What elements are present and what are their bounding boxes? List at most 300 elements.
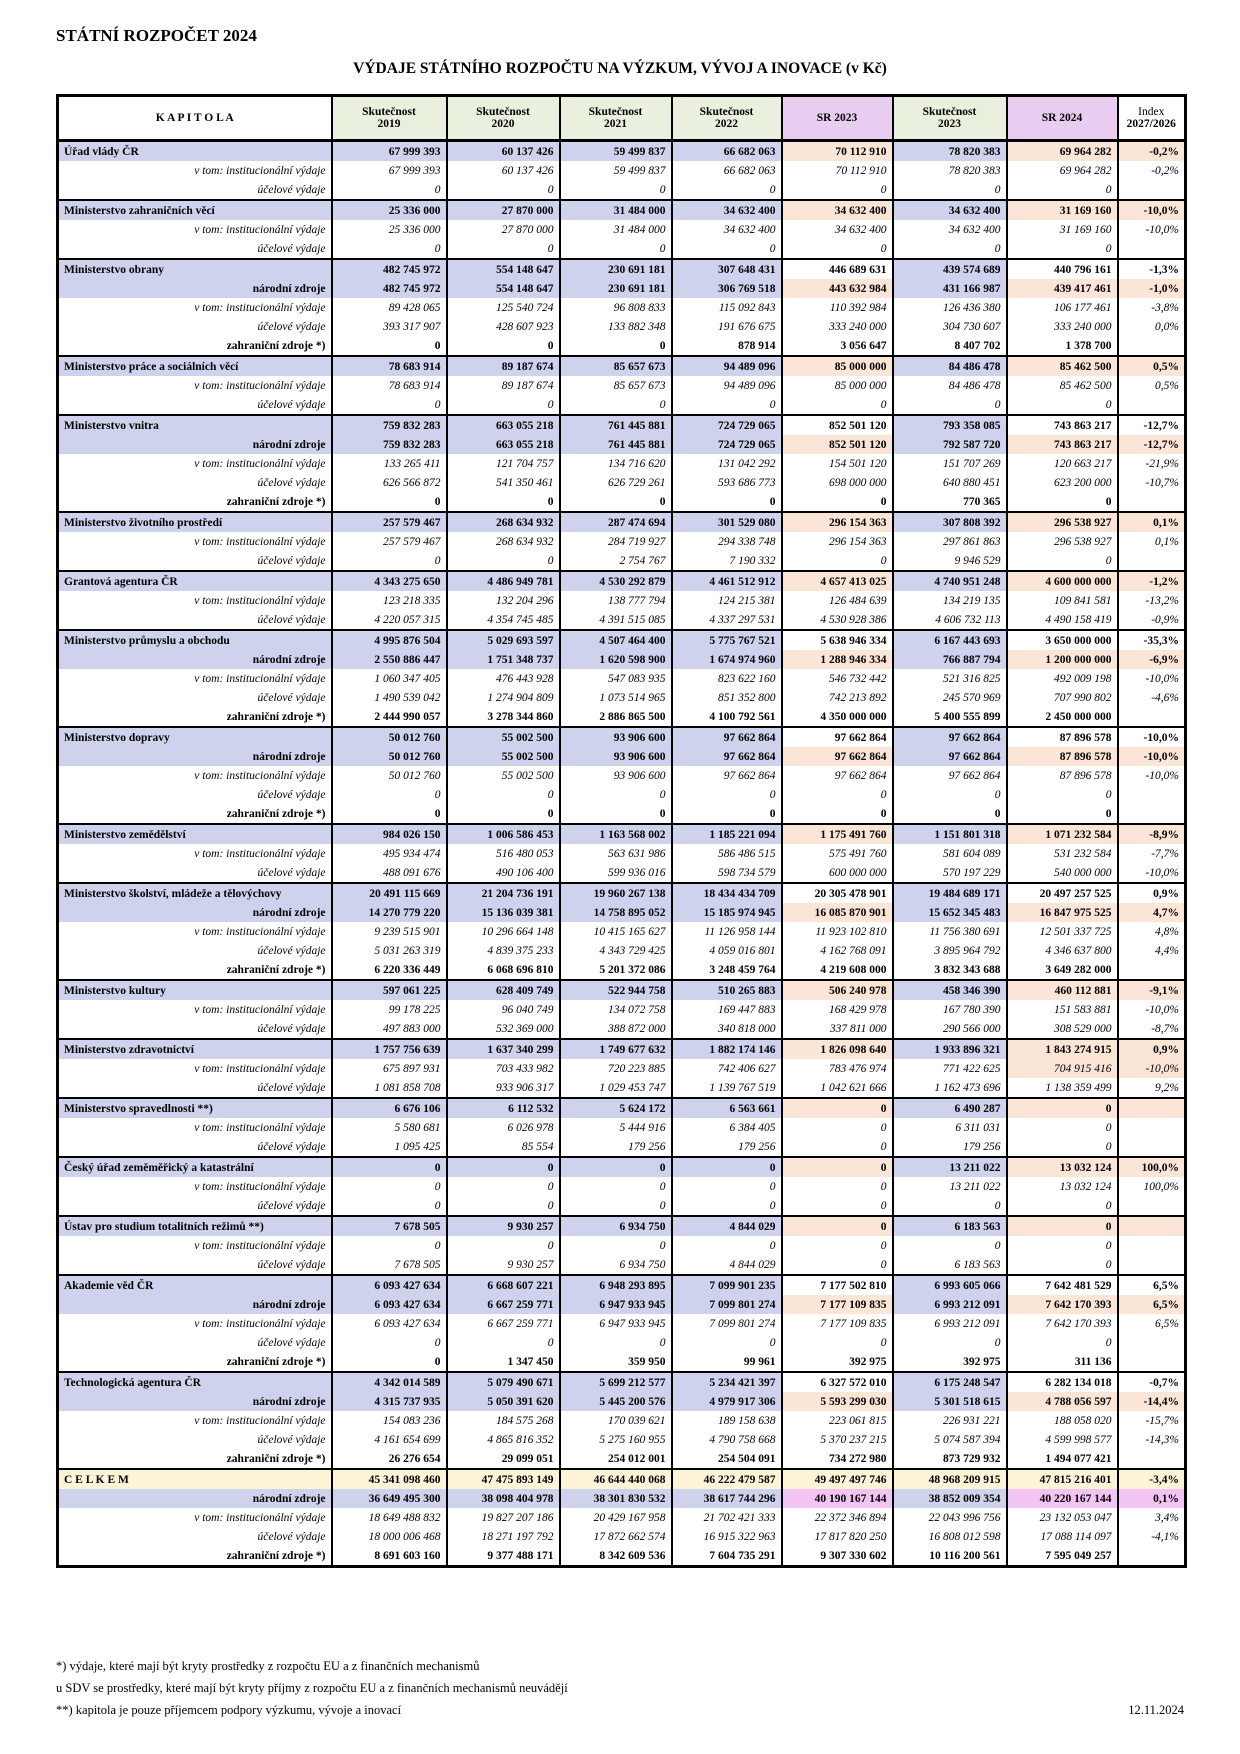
table-row	[58, 980, 1186, 1000]
index-cell: -9,1%	[1118, 980, 1186, 1000]
value-cell: 4 100 792 561	[672, 707, 782, 727]
column-header	[332, 96, 447, 141]
value-cell: 20 305 478 901	[782, 883, 893, 903]
table-row	[58, 551, 1186, 571]
value-cell: 34 632 400	[893, 200, 1007, 220]
row-label: Ministerstvo zemědělství	[58, 824, 332, 844]
value-cell: 0	[447, 1196, 560, 1216]
value-cell: 94 489 096	[672, 356, 782, 376]
value-cell: 6 026 978	[447, 1118, 560, 1137]
index-cell: -13,2%	[1118, 591, 1186, 610]
value-cell: 6 183 563	[893, 1216, 1007, 1236]
value-cell: 3 649 282 000	[1007, 960, 1118, 980]
index-cell	[1118, 1137, 1186, 1157]
value-cell: 720 223 885	[560, 1059, 672, 1078]
value-cell: 48 968 209 915	[893, 1469, 1007, 1489]
table-row	[58, 1196, 1186, 1216]
value-cell: 663 055 218	[447, 415, 560, 435]
index-cell	[1118, 1546, 1186, 1567]
row-label: národní zdroje	[58, 435, 332, 454]
column-header-year: 2023	[938, 118, 961, 130]
index-cell: 6,5%	[1118, 1275, 1186, 1295]
index-cell: -0,2%	[1118, 161, 1186, 180]
value-cell: 5 201 372 086	[560, 960, 672, 980]
value-cell: 55 002 500	[447, 747, 560, 766]
value-cell: 4 790 758 668	[672, 1430, 782, 1449]
value-cell: 84 486 478	[893, 356, 1007, 376]
value-cell: 554 148 647	[447, 259, 560, 279]
row-label: účelové výdaje	[58, 1527, 332, 1546]
value-cell: 2 444 990 057	[332, 707, 447, 727]
value-cell: 771 422 625	[893, 1059, 1007, 1078]
row-label: národní zdroje	[58, 279, 332, 298]
value-cell: 60 137 426	[447, 161, 560, 180]
index-cell	[1118, 1196, 1186, 1216]
value-cell: 307 648 431	[672, 259, 782, 279]
value-cell: 1 490 539 042	[332, 688, 447, 707]
value-cell: 96 040 749	[447, 1000, 560, 1019]
index-cell: -1,0%	[1118, 279, 1186, 298]
value-cell: 0	[1007, 1098, 1118, 1118]
row-label: v tom: institucionální výdaje	[58, 298, 332, 317]
value-cell: 97 662 864	[672, 747, 782, 766]
row-label: účelové výdaje	[58, 610, 332, 630]
index-cell: 0,1%	[1118, 1489, 1186, 1508]
row-label: v tom: institucionální výdaje	[58, 532, 332, 551]
value-cell: 599 936 016	[560, 863, 672, 883]
value-cell: 20 429 167 958	[560, 1508, 672, 1527]
value-cell: 16 808 012 598	[893, 1527, 1007, 1546]
value-cell: 16 847 975 525	[1007, 903, 1118, 922]
value-cell: 0	[893, 180, 1007, 200]
value-cell: 337 811 000	[782, 1019, 893, 1039]
value-cell: 49 497 497 746	[782, 1469, 893, 1489]
index-cell: 4,8%	[1118, 922, 1186, 941]
value-cell: 257 579 467	[332, 512, 447, 532]
value-cell: 0	[1007, 1255, 1118, 1275]
value-cell: 16 085 870 901	[782, 903, 893, 922]
value-cell: 458 346 390	[893, 980, 1007, 1000]
value-cell: 23 132 053 047	[1007, 1508, 1118, 1527]
index-cell: 0,5%	[1118, 376, 1186, 395]
index-cell: 6,5%	[1118, 1314, 1186, 1333]
row-label: účelové výdaje	[58, 551, 332, 571]
value-cell: 34 632 400	[672, 200, 782, 220]
value-cell: 85 657 673	[560, 376, 672, 395]
value-cell: 38 617 744 296	[672, 1489, 782, 1508]
index-cell: -10,0%	[1118, 1000, 1186, 1019]
index-cell: 0,5%	[1118, 356, 1186, 376]
value-cell: 0	[447, 395, 560, 415]
value-cell: 31 169 160	[1007, 220, 1118, 239]
value-cell: 431 166 987	[893, 279, 1007, 298]
row-label: v tom: institucionální výdaje	[58, 1314, 332, 1333]
value-cell: 25 336 000	[332, 220, 447, 239]
row-label: Ministerstvo zahraničních věcí	[58, 200, 332, 220]
value-cell: 4 346 637 800	[1007, 941, 1118, 960]
value-cell: 852 501 120	[782, 435, 893, 454]
value-cell: 296 538 927	[1007, 532, 1118, 551]
table-row	[58, 1449, 1186, 1469]
value-cell: 296 538 927	[1007, 512, 1118, 532]
value-cell: 4 599 998 577	[1007, 1430, 1118, 1449]
index-cell	[1118, 785, 1186, 804]
row-label: Ministerstvo vnitra	[58, 415, 332, 435]
table-row	[58, 435, 1186, 454]
value-cell: 0	[447, 551, 560, 571]
index-cell: 4,7%	[1118, 903, 1186, 922]
value-cell: 6 947 933 945	[560, 1295, 672, 1314]
index-cell: -15,7%	[1118, 1411, 1186, 1430]
value-cell: 304 730 607	[893, 317, 1007, 336]
value-cell: 179 256	[560, 1137, 672, 1157]
value-cell: 25 336 000	[332, 200, 447, 220]
index-cell: 100,0%	[1118, 1157, 1186, 1177]
value-cell: 0	[447, 1157, 560, 1177]
value-cell: 6 175 248 547	[893, 1372, 1007, 1392]
value-cell: 446 689 631	[782, 259, 893, 279]
value-cell: 5 370 237 215	[782, 1430, 893, 1449]
footnote-2: u SDV se prostředky, které mají být kryty příjmy z rozpočtu EU a z finančních mechanismů neuvádějí	[56, 1680, 568, 1695]
value-cell: 388 872 000	[560, 1019, 672, 1039]
table-row	[58, 1392, 1186, 1411]
value-cell: 0	[782, 180, 893, 200]
value-cell: 93 906 600	[560, 766, 672, 785]
value-cell: 0	[782, 395, 893, 415]
value-cell: 8 407 702	[893, 336, 1007, 356]
value-cell: 4 391 515 085	[560, 610, 672, 630]
value-cell: 0	[560, 804, 672, 824]
value-cell: 287 474 694	[560, 512, 672, 532]
value-cell: 0	[560, 1196, 672, 1216]
value-cell: 10 296 664 148	[447, 922, 560, 941]
value-cell: 0	[782, 1196, 893, 1216]
index-cell: -6,9%	[1118, 650, 1186, 669]
row-label: účelové výdaje	[58, 1430, 332, 1449]
value-cell: 570 197 229	[893, 863, 1007, 883]
value-cell: 1 071 232 584	[1007, 824, 1118, 844]
value-cell: 597 061 225	[332, 980, 447, 1000]
value-cell: 4 865 816 352	[447, 1430, 560, 1449]
value-cell: 707 990 802	[1007, 688, 1118, 707]
value-cell: 7 177 109 835	[782, 1314, 893, 1333]
value-cell: 6 947 933 945	[560, 1314, 672, 1333]
value-cell: 55 002 500	[447, 727, 560, 747]
row-label: zahraniční zdroje *)	[58, 960, 332, 980]
row-label: zahraniční zdroje *)	[58, 492, 332, 512]
value-cell: 6 563 661	[672, 1098, 782, 1118]
table-row	[58, 610, 1186, 630]
value-cell: 0	[447, 336, 560, 356]
value-cell: 8 691 603 160	[332, 1546, 447, 1567]
index-cell: 9,2%	[1118, 1078, 1186, 1098]
index-cell: -3,4%	[1118, 1469, 1186, 1489]
value-cell: 7 177 109 835	[782, 1295, 893, 1314]
value-cell: 6 183 563	[893, 1255, 1007, 1275]
value-cell: 5 050 391 620	[447, 1392, 560, 1411]
index-cell	[1118, 1098, 1186, 1118]
value-cell: 0	[560, 1236, 672, 1255]
row-label: v tom: institucionální výdaje	[58, 454, 332, 473]
value-cell: 4 343 275 650	[332, 571, 447, 591]
value-cell: 476 443 928	[447, 669, 560, 688]
value-cell: 15 136 039 381	[447, 903, 560, 922]
value-cell: 66 682 063	[672, 161, 782, 180]
table-row	[58, 1546, 1186, 1567]
value-cell: 6 327 572 010	[782, 1372, 893, 1392]
value-cell: 184 575 268	[447, 1411, 560, 1430]
value-cell: 38 852 009 354	[893, 1489, 1007, 1508]
table-row	[58, 903, 1186, 922]
value-cell: 5 699 212 577	[560, 1372, 672, 1392]
value-cell: 6 993 605 066	[893, 1275, 1007, 1295]
value-cell: 340 818 000	[672, 1019, 782, 1039]
value-cell: 189 158 638	[672, 1411, 782, 1430]
value-cell: 0	[672, 804, 782, 824]
row-label: účelové výdaje	[58, 785, 332, 804]
value-cell: 600 000 000	[782, 863, 893, 883]
row-label: účelové výdaje	[58, 473, 332, 492]
index-cell: -7,7%	[1118, 844, 1186, 863]
value-cell: 245 570 969	[893, 688, 1007, 707]
value-cell: 5 400 555 899	[893, 707, 1007, 727]
value-cell: 0	[447, 1177, 560, 1196]
row-label: zahraniční zdroje *)	[58, 336, 332, 356]
value-cell: 67 999 393	[332, 161, 447, 180]
column-header-label: SR 2023	[816, 112, 858, 124]
value-cell: 443 632 984	[782, 279, 893, 298]
value-cell: 0	[672, 180, 782, 200]
value-cell: 1 288 946 334	[782, 650, 893, 669]
value-cell: 593 686 773	[672, 473, 782, 492]
value-cell: 440 796 161	[1007, 259, 1118, 279]
value-cell: 6 220 336 449	[332, 960, 447, 980]
column-header-year: 2021	[604, 118, 627, 130]
value-cell: 226 931 221	[893, 1411, 1007, 1430]
value-cell: 296 154 363	[782, 532, 893, 551]
value-cell: 89 428 065	[332, 298, 447, 317]
value-cell: 5 234 421 397	[672, 1372, 782, 1392]
table-row	[58, 824, 1186, 844]
value-cell: 0	[782, 1157, 893, 1177]
table-row	[58, 1019, 1186, 1039]
table-row	[58, 1078, 1186, 1098]
value-cell: 873 729 932	[893, 1449, 1007, 1469]
value-cell: 5 775 767 521	[672, 630, 782, 650]
row-label: účelové výdaje	[58, 1137, 332, 1157]
row-label: v tom: institucionální výdaje	[58, 1411, 332, 1430]
row-label: Akademie věd ČR	[58, 1275, 332, 1295]
value-cell: 97 662 864	[782, 766, 893, 785]
value-cell: 40 220 167 144	[1007, 1489, 1118, 1508]
value-cell: 87 896 578	[1007, 766, 1118, 785]
row-label: zahraniční zdroje *)	[58, 1352, 332, 1372]
value-cell: 3 832 343 688	[893, 960, 1007, 980]
value-cell: 268 634 932	[447, 512, 560, 532]
budget-table	[56, 94, 1187, 1568]
value-cell: 1 081 858 708	[332, 1078, 447, 1098]
value-cell: 89 187 674	[447, 356, 560, 376]
index-cell: -0,9%	[1118, 610, 1186, 630]
footnotes	[56, 1656, 1184, 1722]
table-row	[58, 844, 1186, 863]
value-cell: 6 093 427 634	[332, 1314, 447, 1333]
table-row	[58, 317, 1186, 336]
value-cell: 1 843 274 915	[1007, 1039, 1118, 1059]
value-cell: 0	[782, 804, 893, 824]
value-cell: 4 162 768 091	[782, 941, 893, 960]
value-cell: 6 993 212 091	[893, 1295, 1007, 1314]
row-label: Ministerstvo dopravy	[58, 727, 332, 747]
value-cell: 0	[332, 785, 447, 804]
column-header	[893, 96, 1007, 141]
value-cell: 439 574 689	[893, 259, 1007, 279]
value-cell: 6 667 259 771	[447, 1314, 560, 1333]
value-cell: 133 882 348	[560, 317, 672, 336]
value-cell: 0	[447, 239, 560, 259]
value-cell: 0	[332, 1196, 447, 1216]
value-cell: 19 484 689 171	[893, 883, 1007, 903]
value-cell: 3 278 344 860	[447, 707, 560, 727]
column-header-year: 2020	[491, 118, 515, 130]
value-cell: 18 271 197 792	[447, 1527, 560, 1546]
row-label: v tom: institucionální výdaje	[58, 766, 332, 785]
value-cell: 13 032 124	[1007, 1157, 1118, 1177]
column-header-label: SR 2024	[1041, 112, 1083, 124]
value-cell: 5 593 299 030	[782, 1392, 893, 1411]
value-cell: 0	[560, 785, 672, 804]
value-cell: 18 649 488 832	[332, 1508, 447, 1527]
value-cell: 0	[560, 492, 672, 512]
value-cell: 0	[332, 804, 447, 824]
value-cell: 575 491 760	[782, 844, 893, 863]
row-label: účelové výdaje	[58, 239, 332, 259]
value-cell: 21 702 421 333	[672, 1508, 782, 1527]
value-cell: 0	[782, 239, 893, 259]
table-row	[58, 1039, 1186, 1059]
value-cell: 933 906 317	[447, 1078, 560, 1098]
value-cell: 5 275 160 955	[560, 1430, 672, 1449]
table-row	[58, 298, 1186, 317]
value-cell: 675 897 931	[332, 1059, 447, 1078]
row-label: účelové výdaje	[58, 863, 332, 883]
value-cell: 7 678 505	[332, 1255, 447, 1275]
value-cell: 1 757 756 639	[332, 1039, 447, 1059]
column-header	[560, 96, 672, 141]
value-cell: 4 219 608 000	[782, 960, 893, 980]
table-row	[58, 376, 1186, 395]
value-cell: 0	[672, 492, 782, 512]
value-cell: 191 676 675	[672, 317, 782, 336]
table-row	[58, 220, 1186, 239]
row-label: Úřad vlády ČR	[58, 141, 332, 162]
value-cell: 742 213 892	[782, 688, 893, 707]
value-cell: 531 232 584	[1007, 844, 1118, 863]
value-cell: 490 106 400	[447, 863, 560, 883]
value-cell: 131 042 292	[672, 454, 782, 473]
value-cell: 7 190 332	[672, 551, 782, 571]
table-row	[58, 492, 1186, 512]
value-cell: 1 494 077 421	[1007, 1449, 1118, 1469]
value-cell: 852 501 120	[782, 415, 893, 435]
column-header-year: 2027/2026	[1126, 118, 1176, 130]
value-cell: 1 751 348 737	[447, 650, 560, 669]
row-label: účelové výdaje	[58, 688, 332, 707]
value-cell: 586 486 515	[672, 844, 782, 863]
table-row	[58, 279, 1186, 298]
value-cell: 623 200 000	[1007, 473, 1118, 492]
index-cell	[1118, 180, 1186, 200]
value-cell: 743 863 217	[1007, 415, 1118, 435]
value-cell: 11 923 102 810	[782, 922, 893, 941]
index-cell: 0,0%	[1118, 317, 1186, 336]
value-cell: 167 780 390	[893, 1000, 1007, 1019]
value-cell: 284 719 927	[560, 532, 672, 551]
value-cell: 1 162 473 696	[893, 1078, 1007, 1098]
value-cell: 766 887 794	[893, 650, 1007, 669]
value-cell: 11 126 958 144	[672, 922, 782, 941]
value-cell: 268 634 932	[447, 532, 560, 551]
value-cell: 85 554	[447, 1137, 560, 1157]
value-cell: 0	[782, 1118, 893, 1137]
value-cell: 0	[893, 785, 1007, 804]
table-row	[58, 1157, 1186, 1177]
column-header-label: K A P I T O L A	[155, 112, 234, 124]
value-cell: 296 154 363	[782, 512, 893, 532]
value-cell: 333 240 000	[1007, 317, 1118, 336]
value-cell: 21 204 736 191	[447, 883, 560, 903]
value-cell: 0	[1007, 1216, 1118, 1236]
table-row	[58, 336, 1186, 356]
value-cell: 7 678 505	[332, 1216, 447, 1236]
column-header-label: Index	[1138, 106, 1165, 118]
table-row	[58, 941, 1186, 960]
value-cell: 89 187 674	[447, 376, 560, 395]
value-cell: 4 161 654 699	[332, 1430, 447, 1449]
row-label: účelové výdaje	[58, 1255, 332, 1275]
value-cell: 0	[332, 492, 447, 512]
value-cell: 188 058 020	[1007, 1411, 1118, 1430]
value-cell: 1 029 453 747	[560, 1078, 672, 1098]
value-cell: 0	[332, 1236, 447, 1255]
value-cell: 4 530 928 386	[782, 610, 893, 630]
value-cell: 0	[332, 551, 447, 571]
value-cell: 3 056 647	[782, 336, 893, 356]
index-cell	[1118, 804, 1186, 824]
index-cell: -10,0%	[1118, 200, 1186, 220]
value-cell: 497 883 000	[332, 1019, 447, 1039]
row-label: zahraniční zdroje *)	[58, 1546, 332, 1567]
value-cell: 0	[672, 1196, 782, 1216]
value-cell: 34 632 400	[782, 200, 893, 220]
value-cell: 4 844 029	[672, 1255, 782, 1275]
value-cell: 521 316 825	[893, 669, 1007, 688]
value-cell: 0	[672, 1157, 782, 1177]
value-cell: 59 499 837	[560, 161, 672, 180]
value-cell: 640 880 451	[893, 473, 1007, 492]
row-label: v tom: institucionální výdaje	[58, 844, 332, 863]
value-cell: 3 895 964 792	[893, 941, 1007, 960]
value-cell: 78 820 383	[893, 141, 1007, 162]
table-row	[58, 395, 1186, 415]
value-cell: 0	[893, 395, 1007, 415]
table-row	[58, 1236, 1186, 1255]
index-cell: -12,7%	[1118, 435, 1186, 454]
value-cell: 94 489 096	[672, 376, 782, 395]
value-cell: 783 476 974	[782, 1059, 893, 1078]
value-cell: 69 964 282	[1007, 161, 1118, 180]
footnote-3: **) kapitola je pouze příjemcem podpory výzkumu, vývoje a inovací	[56, 1702, 402, 1717]
